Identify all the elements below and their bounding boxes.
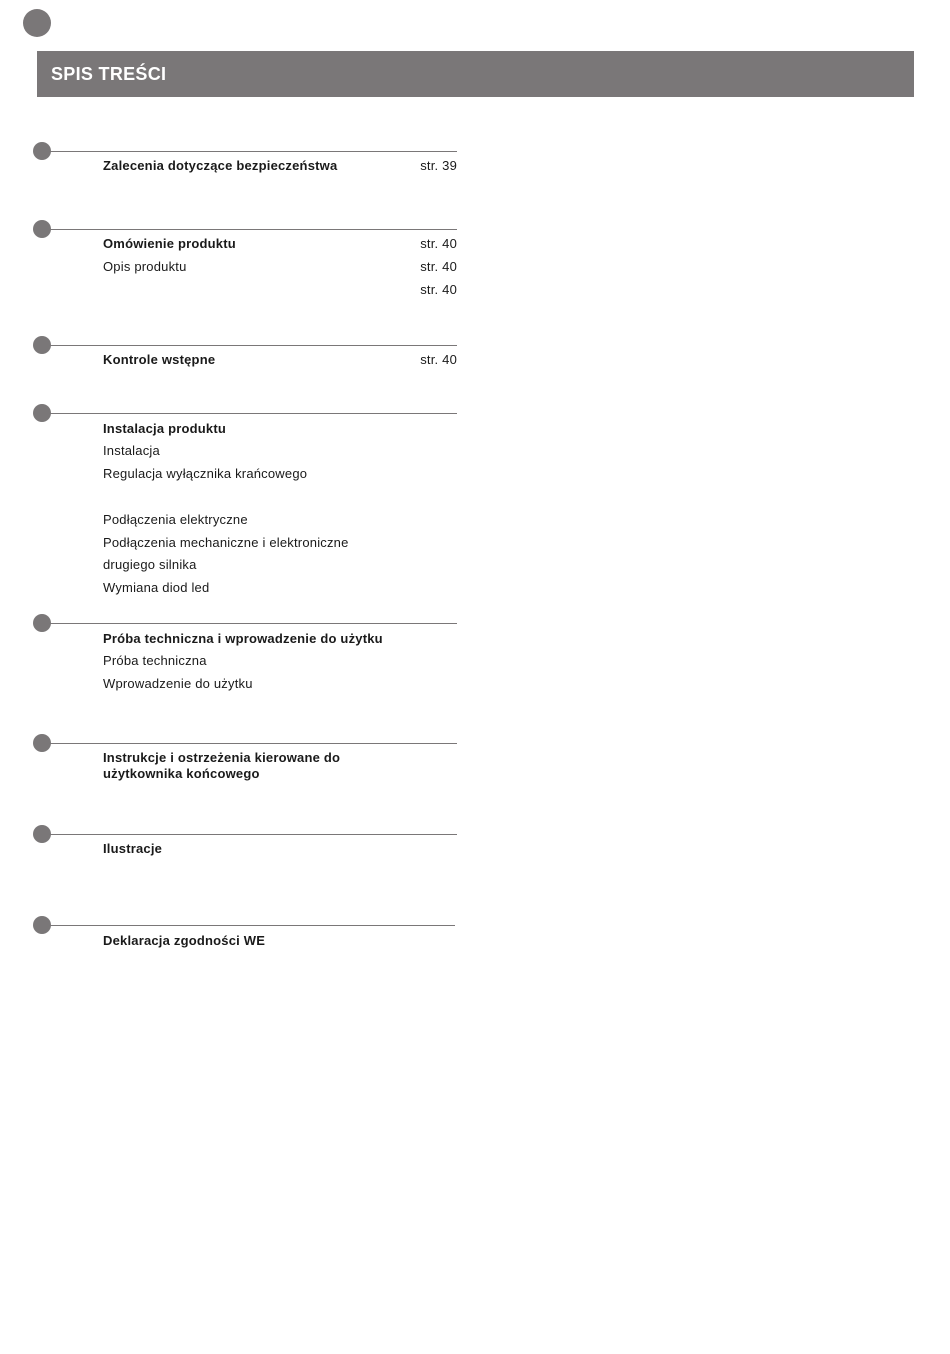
corner-circle-marker [23,9,51,37]
toc-entry-label: Wprowadzenie do użytku [103,676,253,691]
toc-entry[interactable] [103,512,457,528]
toc-entry-label: Zalecenia dotyczące bezpieczeństwa [103,158,338,173]
toc-entry-label: Regulacja wyłącznika krańcowego [103,466,308,481]
toc-entry-label: Podłączenia elektryczne [103,512,248,527]
toc-entry-page: str. 39 [420,158,457,173]
toc-entry[interactable] [103,443,457,459]
section-divider [42,925,455,926]
section-divider [42,743,457,744]
toc-entry-label: Instalacja produktu [103,421,226,436]
section-divider [42,623,457,624]
toc-entry[interactable] [103,841,457,857]
section-divider [42,413,457,414]
toc-entry[interactable] [103,421,457,437]
toc-entry[interactable] [103,352,457,368]
toc-entry-label: Instrukcje i ostrzeżenia kierowane do użytkownika końcowego [103,750,341,781]
toc-entry[interactable] [103,535,457,551]
section-divider [42,834,457,835]
header-bar [37,51,914,97]
section-divider [42,229,457,230]
toc-entry[interactable] [103,466,457,482]
toc-entry-label: Podłączenia mechaniczne i elektroniczne [103,535,349,550]
toc-entry-label: Próba techniczna [103,653,207,668]
toc-entry-page: str. 40 [420,352,457,367]
toc-entry[interactable] [103,580,457,596]
toc-entry[interactable] [103,750,357,782]
page-title: SPIS TREŚCI [51,64,167,84]
toc-entry-label: Deklaracja zgodności WE [103,933,266,948]
toc-entry-label: Wymiana diod led [103,580,210,595]
toc-entry-label: Instalacja [103,443,160,458]
toc-entry[interactable] [103,158,457,174]
toc-entry-label: Próba techniczna i wprowadzenie do użytku [103,631,383,646]
toc-entry[interactable] [103,676,457,692]
toc-entry-page: str. 40 [420,236,457,251]
toc-entry[interactable] [103,653,457,669]
toc-entry-page: str. 40 [420,259,457,274]
toc-entry-label: Omówienie produktu [103,236,236,251]
toc-entry[interactable] [103,933,455,949]
section-divider [42,151,457,152]
toc-entry-label: Ilustracje [103,841,163,856]
toc-entry[interactable] [103,557,457,573]
toc-entry-label: Kontrole wstępne [103,352,216,367]
toc-entry-page: str. 40 [420,282,457,297]
toc-entry-label: Opis produktu [103,259,187,274]
toc-entry[interactable] [103,631,457,647]
section-divider [42,345,457,346]
toc-entry[interactable] [103,236,457,252]
toc-entry-label: drugiego silnika [103,557,197,572]
toc-entry[interactable] [103,259,457,275]
